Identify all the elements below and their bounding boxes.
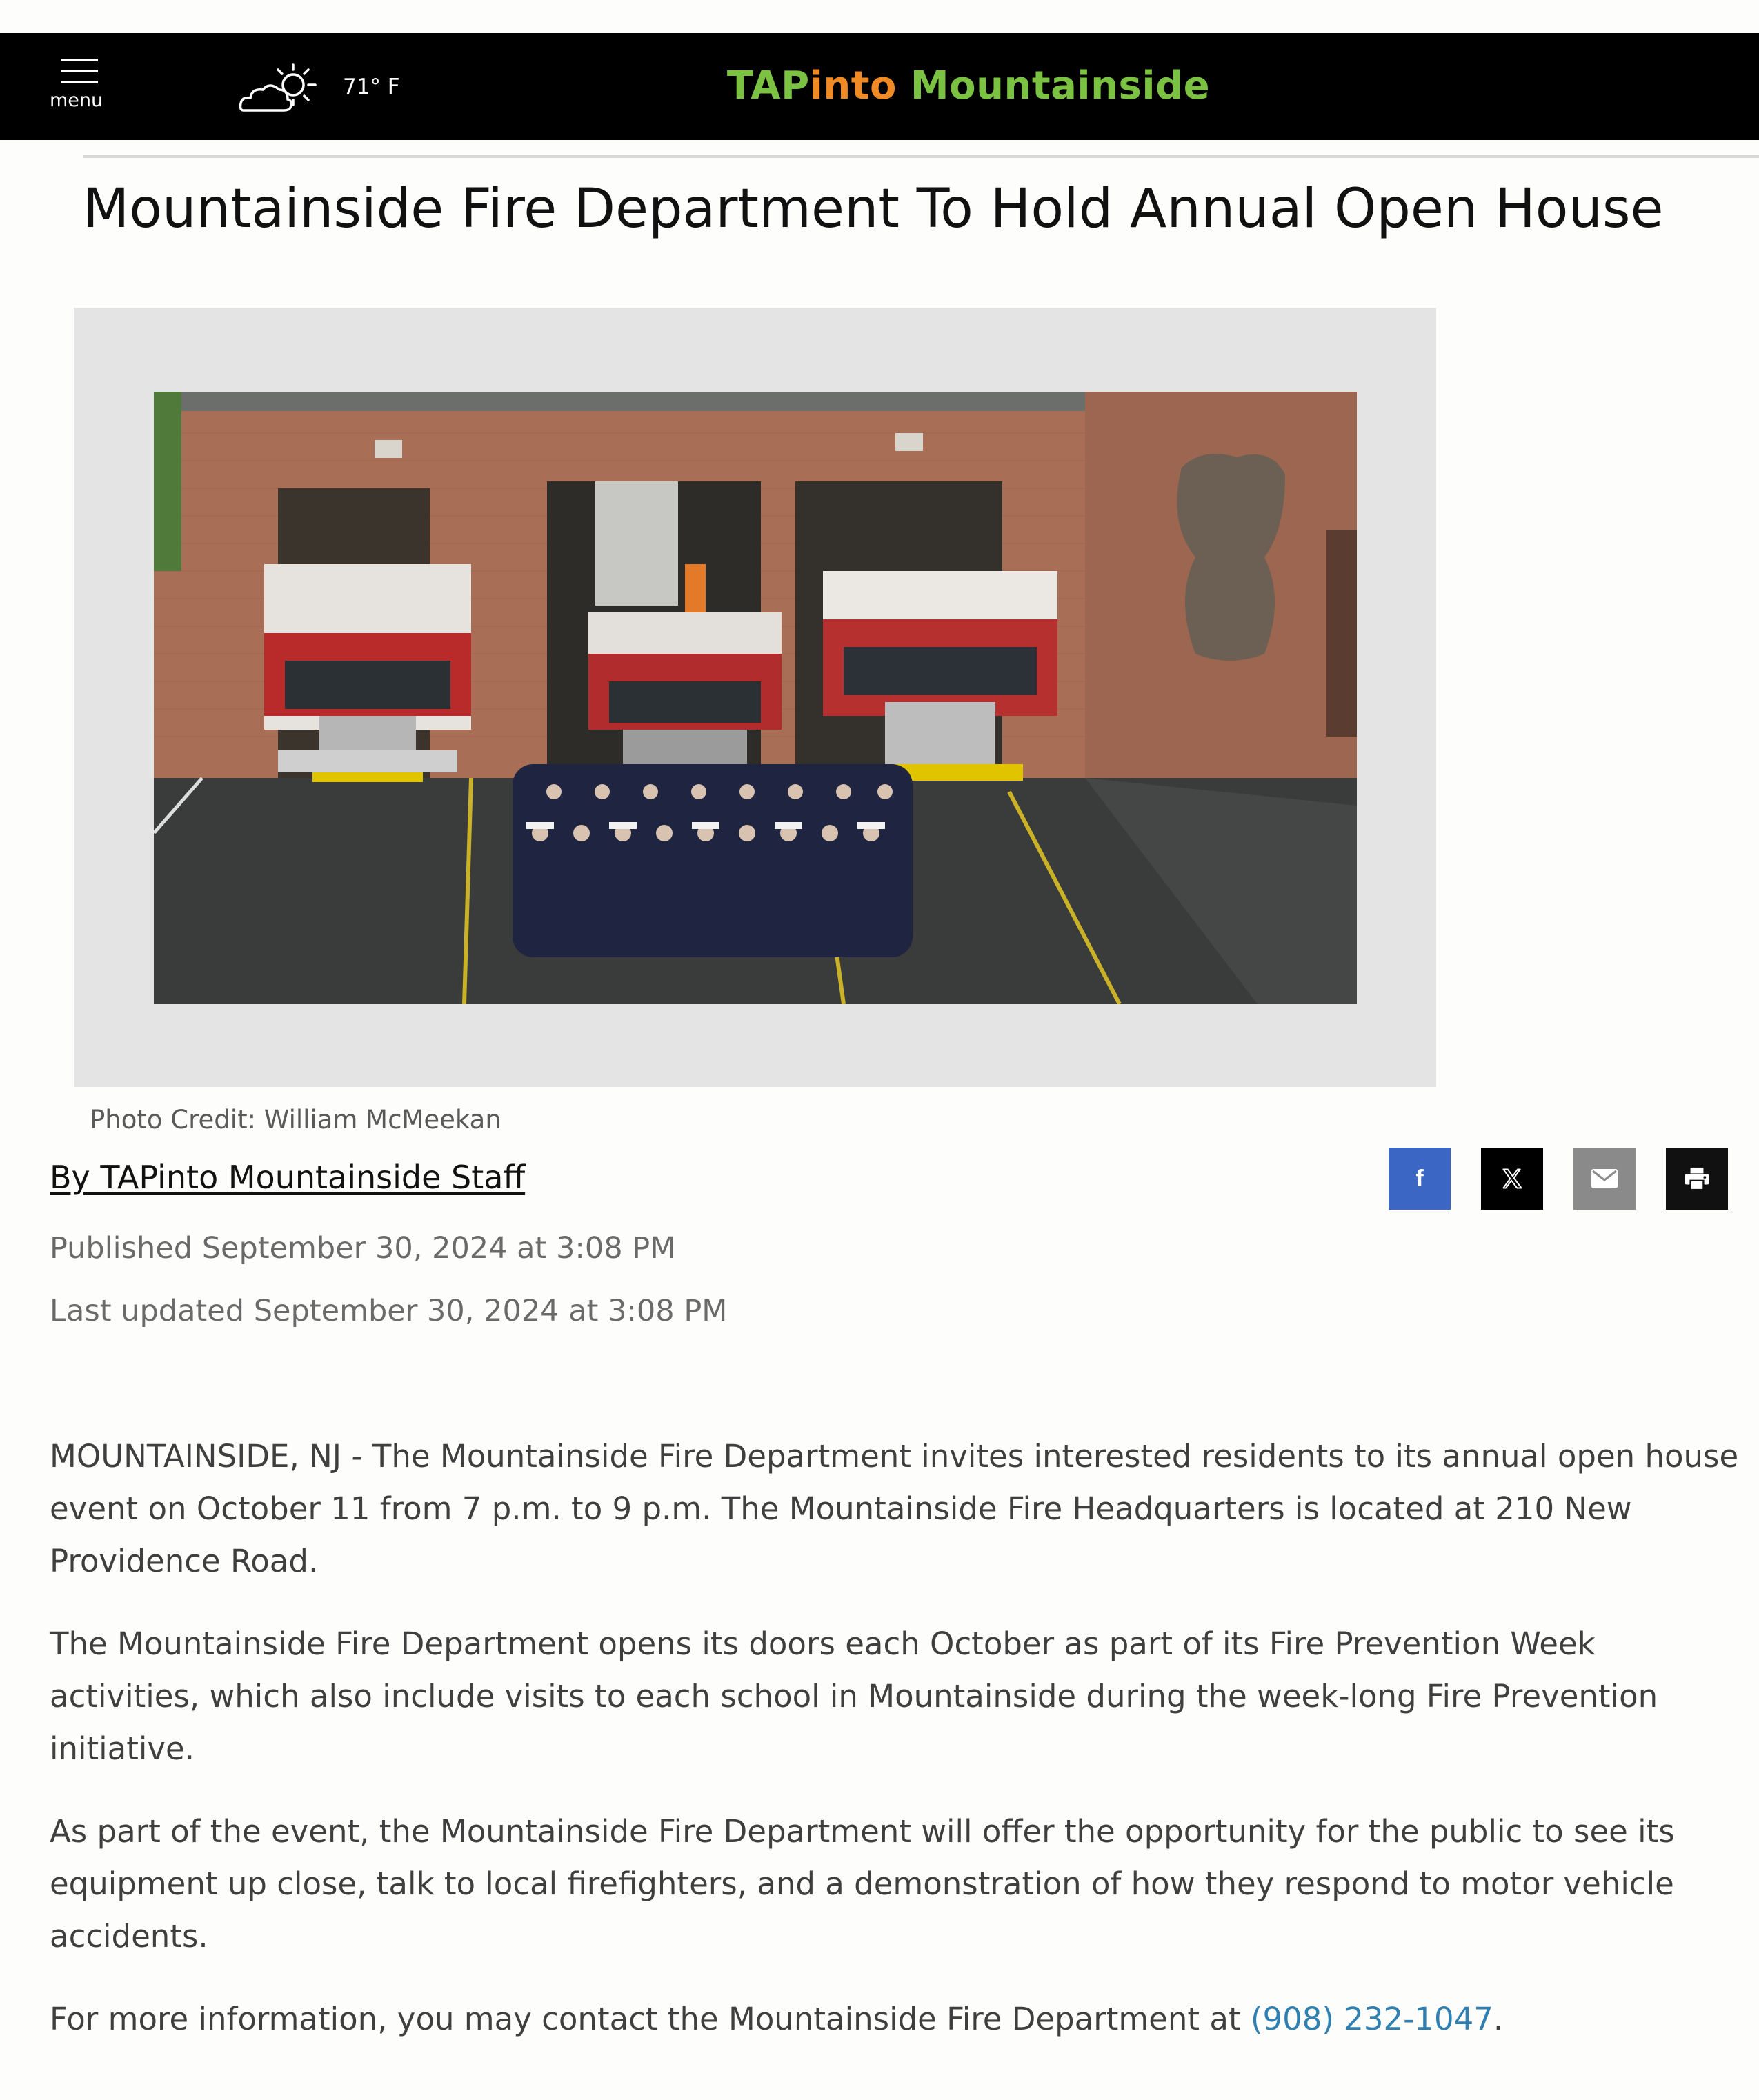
facebook-icon: f [1415,1165,1424,1192]
article-title: Mountainside Fire Department To Hold Annual Open House [83,178,1664,240]
temperature: 71° F [343,74,400,99]
share-email-button[interactable] [1573,1148,1636,1210]
contact-text: For more information, you may contact the Mountainside Fire Department at [50,2001,1251,2037]
article-paragraph: MOUNTAINSIDE, NJ - The Mountainside Fire Department invites interested residents to its annual open house event on October 11 from 7 p.m. to 9 p.m. The Mountainside Fire Headquarters is located at 210 New Providence Road. [50,1438,1739,1579]
menu-label: menu [50,90,103,111]
article-paragraph: The Mountainside Fire Department opens its doors each October as part of its Fire Prevention Week activities, which also include visits to each school in Mountainside during the week-long Fire Prevention initiative. [50,1626,1658,1767]
article-paragraph: As part of the event, the Mountainside Fire Department will offer the opportunity for the public to see its equipment up close, talk to local firefighters, and a demonstration of how they respond to motor vehicle accidents. [50,1813,1675,1954]
photo-credit: Photo Credit: William McMeekan [90,1105,501,1134]
site-header [0,33,1759,140]
author-link[interactable]: By TAPinto Mountainside Staff [50,1159,526,1196]
contact-suffix: . [1493,2001,1504,2037]
printer-icon [1684,1167,1710,1190]
logo-into: into [809,63,897,108]
fire-station-photo [154,392,1357,1004]
title-divider [83,155,1759,158]
site-logo[interactable] [0,63,1759,108]
envelope-icon [1591,1168,1618,1189]
featured-photo[interactable] [154,392,1357,1004]
share-facebook-button[interactable] [1389,1148,1451,1210]
logo-tap: TAP [726,63,810,108]
phone-link[interactable]: (908) 232-1047 [1250,2001,1493,2037]
x-icon [1500,1166,1524,1191]
share-x-button[interactable] [1481,1148,1543,1210]
logo-town: Mountainside [896,63,1211,108]
published-date: Published September 30, 2024 at 3:08 PM [50,1231,676,1266]
article-body [50,1430,1740,2076]
updated-date: Last updated September 30, 2024 at 3:08 PM [50,1294,728,1328]
contact-paragraph [50,1993,1740,2046]
featured-image-frame [74,308,1436,1087]
print-button[interactable] [1666,1148,1728,1210]
